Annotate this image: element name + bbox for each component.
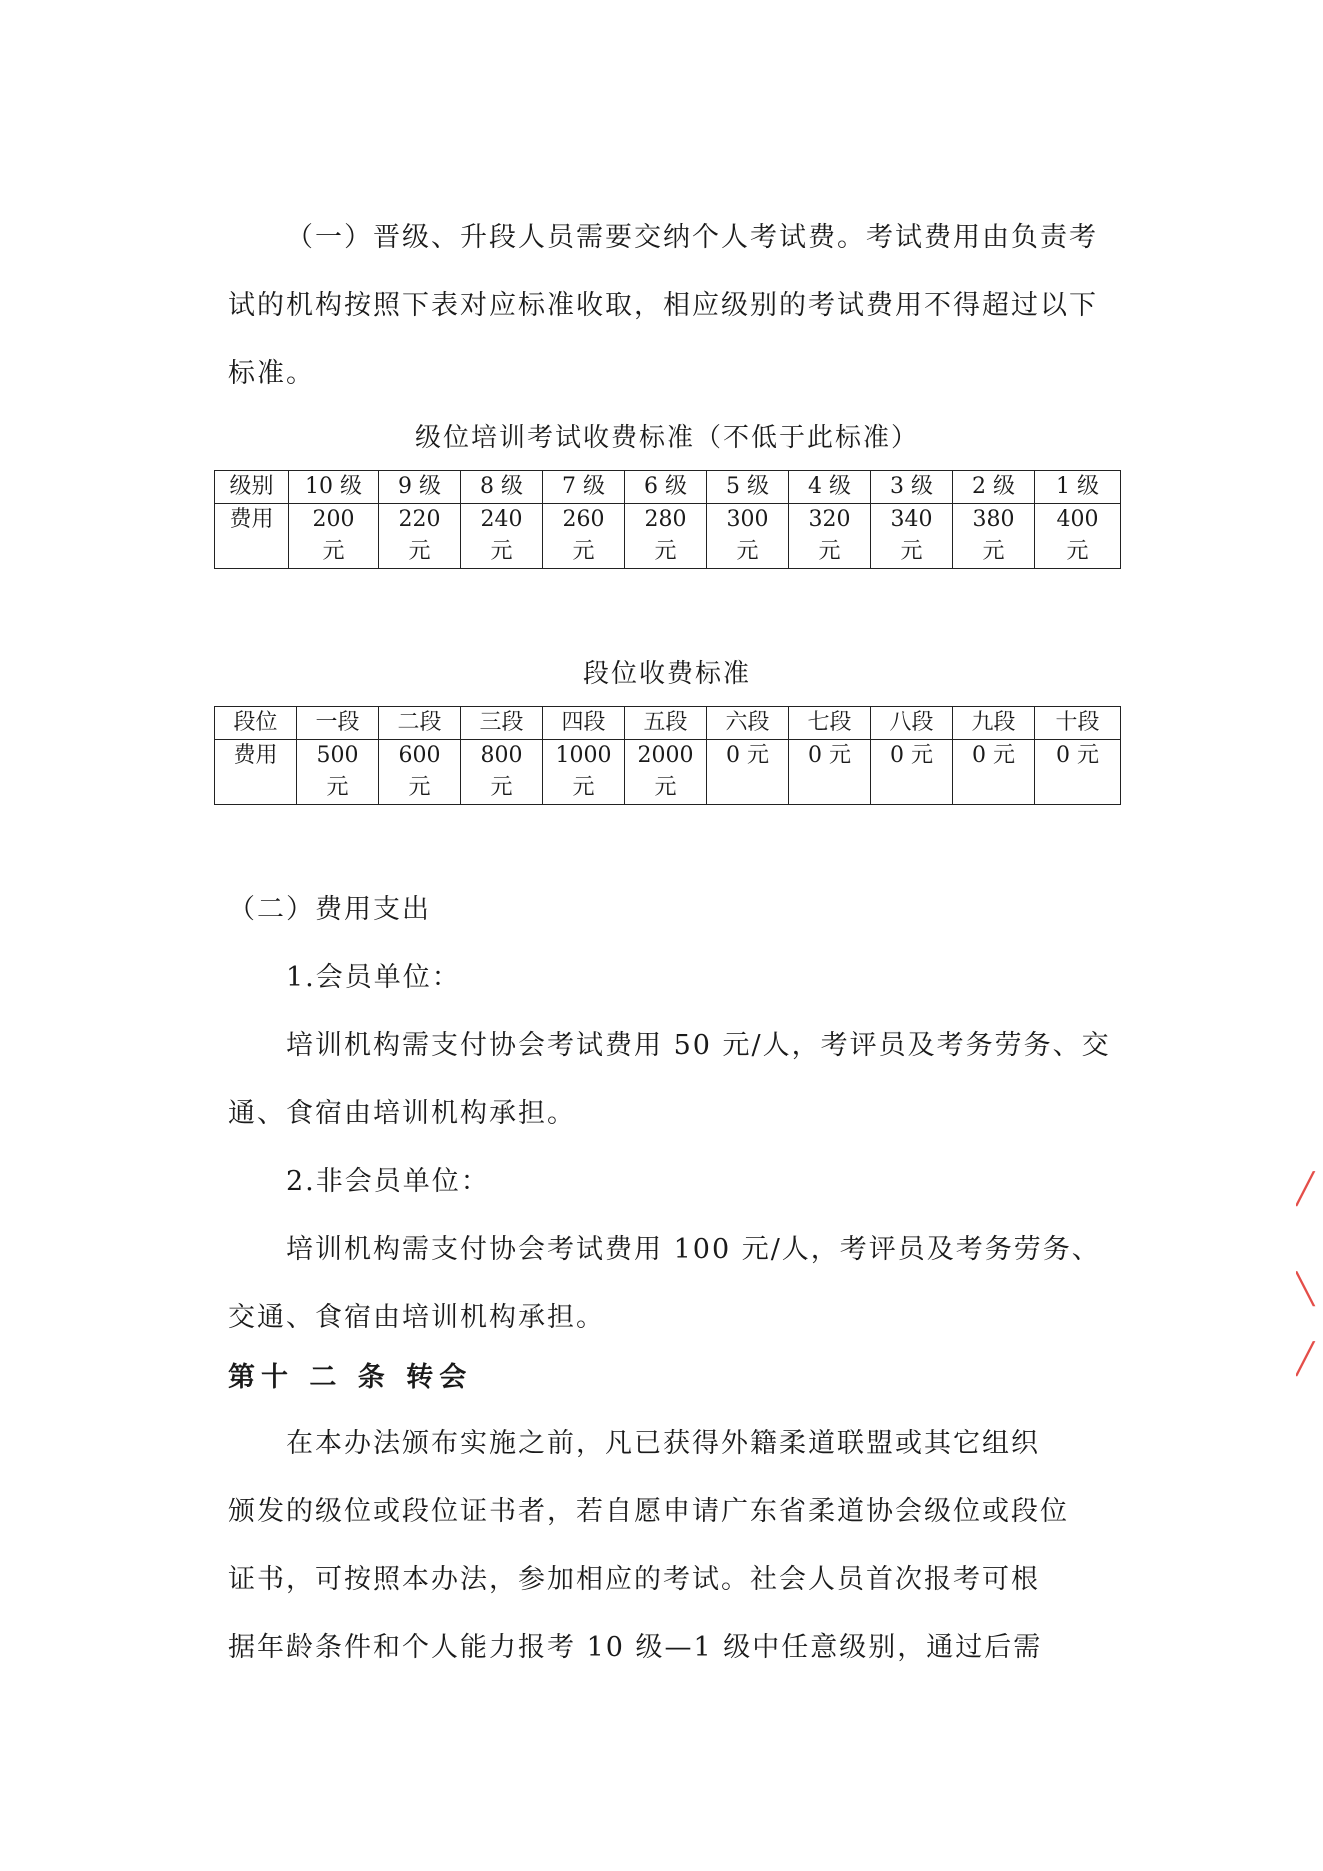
article-12-line-1: 在本办法颁布实施之前，凡已获得外籍柔道联盟或其它组织 [286,1428,1040,1459]
grade-col-name: 7 级 [543,471,625,504]
red-seal-fragment: ╲ [1296,1272,1315,1307]
dan-fee-cell: 1000 元 [543,740,625,805]
grade-fee-cell: 200 元 [289,504,379,569]
dan-table-title: 段位收费标准 [582,659,751,689]
red-seal-fragment: ╱ [1296,1342,1315,1377]
dan-fee-cell: 600 元 [379,740,461,805]
expenses-heading: （二）费用支出 [228,894,431,925]
grade-table-title: 级位培训考试收费标准（不低于此标准） [414,423,919,453]
member-line-2: 通、食宿由培训机构承担。 [228,1098,576,1129]
dan-col-name: 四段 [543,707,625,740]
article-12-line-2: 颁发的级位或段位证书者，若自愿申请广东省柔道协会级位或段位 [228,1496,1069,1527]
nonmember-label: 2.非会员单位： [286,1166,490,1197]
dan-fee-cell: 2000 元 [625,740,707,805]
nonmember-line-2: 交通、食宿由培训机构承担。 [228,1302,605,1333]
dan-fee-row [215,740,1121,805]
dan-col-name: 六段 [707,707,789,740]
grade-fee-cell: 380 元 [953,504,1035,569]
grade-col-name: 5 级 [707,471,789,504]
dan-col-name: 十段 [1035,707,1121,740]
dan-fee-label: 费用 [215,740,297,805]
red-seal-fragment: ╱ [1296,1172,1315,1207]
grade-col-name: 2 级 [953,471,1035,504]
dan-fee-table [214,706,1121,805]
article-12-line-4: 据年龄条件和个人能力报考 10 级—1 级中任意级别，通过后需 [228,1632,1043,1663]
article-12-line-3: 证书，可按照本办法，参加相应的考试。社会人员首次报考可根 [228,1564,1040,1595]
grade-row-label: 级别 [215,471,289,504]
grade-col-name: 4 级 [789,471,871,504]
intro-line-3: 标准。 [228,358,315,389]
member-line-1: 培训机构需支付协会考试费用 50 元/人，考评员及考务劳务、交 [286,1030,1111,1061]
grade-col-name: 8 级 [461,471,543,504]
dan-row-label: 段位 [215,707,297,740]
dan-fee-cell: 0 元 [789,740,871,805]
dan-col-name: 七段 [789,707,871,740]
dan-fee-cell: 0 元 [707,740,789,805]
grade-col-name: 9 级 [379,471,461,504]
grade-fee-table [214,470,1121,569]
dan-col-name: 五段 [625,707,707,740]
member-label: 1.会员单位： [286,962,461,993]
grade-fee-cell: 220 元 [379,504,461,569]
grade-col-name: 6 级 [625,471,707,504]
dan-fee-cell: 500 元 [297,740,379,805]
article-12-heading: 第十 二 条 转会 [228,1362,473,1393]
dan-col-name: 九段 [953,707,1035,740]
grade-fee-cell: 400 元 [1035,504,1121,569]
grade-col-name: 3 级 [871,471,953,504]
grade-fee-cell: 240 元 [461,504,543,569]
grade-fee-cell: 340 元 [871,504,953,569]
dan-col-name: 三段 [461,707,543,740]
dan-col-name: 二段 [379,707,461,740]
dan-fee-cell: 0 元 [953,740,1035,805]
dan-header-row [215,707,1121,740]
grade-fee-cell: 320 元 [789,504,871,569]
dan-col-name: 一段 [297,707,379,740]
dan-fee-cell: 800 元 [461,740,543,805]
grade-col-name: 1 级 [1035,471,1121,504]
dan-fee-cell: 0 元 [1035,740,1121,805]
intro-line-2: 试的机构按照下表对应标准收取，相应级别的考试费用不得超过以下 [228,290,1098,321]
grade-fee-label: 费用 [215,504,289,569]
dan-col-name: 八段 [871,707,953,740]
grade-col-name: 10 级 [289,471,379,504]
grade-fee-cell: 280 元 [625,504,707,569]
grade-fee-cell: 300 元 [707,504,789,569]
grade-fee-row [215,504,1121,569]
intro-line-1: （一）晋级、升段人员需要交纳个人考试费。考试费用由负责考 [286,222,1098,253]
nonmember-line-1: 培训机构需支付协会考试费用 100 元/人，考评员及考务劳务、 [286,1234,1101,1265]
grade-fee-cell: 260 元 [543,504,625,569]
dan-fee-cell: 0 元 [871,740,953,805]
grade-header-row [215,471,1121,504]
